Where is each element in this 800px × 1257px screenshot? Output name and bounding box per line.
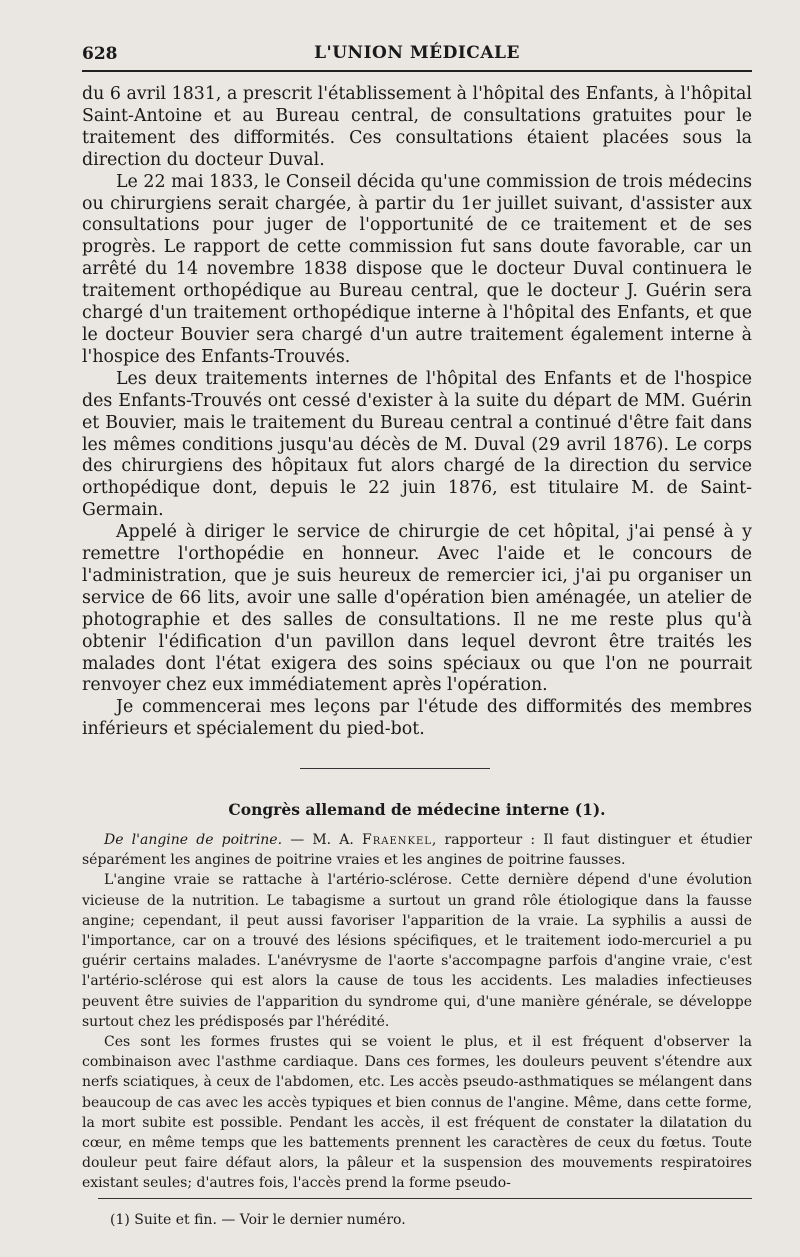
paragraph: Ces sont les formes frustes qui se voient le plus, et il est fréquent d'observer la combinaison avec l'asthme cardiaque. Dans ces formes, les douleurs peuvent s'étendre aux nerfs sciatiques, à ceux de l'abdomen, etc. Les accès pseudo-asthmatiques se mélangent dans beaucoup de cas avec les accès typiques et bien connus de l'angine. Même, dans cette forme, la mort subite est possible. Pendant les accès, il est fréquent de constater la dilatation du cœur, en même temps que les battements prennent les caractères de ceux du fœtus. Toute douleur peut faire défaut alors, la pâleur et la suspension des mouvements respiratoires existant seules; d'autres fois, l'accès prend la forme pseudo- (82, 1034, 752, 1192)
paragraph: du 6 avril 1831, a prescrit l'établissement à l'hôpital des Enfants, à l'hôpital Saint-Antoine et au Bureau central, de consultations gratuites pour le traitement des difformités. Ces consultations étaient placées sous la direction du docteur Duval. (82, 84, 752, 170)
paragraph: Les deux traitements internes de l'hôpital des Enfants et de l'hospice des Enfants-Trouvés ont cessé d'exister à la suite du départ de MM. Guérin et Bouvier, mais le traitement du Bureau central a continué d'être fait dans les mêmes conditions jusqu'au décès de M. Duval (29 avril 1876). Le corps des chirurgiens des hôpitaux fut alors chargé de la direction du service orthopédique dont, depuis le 22 juin 1876, est titulaire M. de Saint-Germain. (82, 368, 752, 521)
paragraph: L'angine vraie se rattache à l'artério-sclérose. Cette dernière dépend d'une évolution vicieuse de la nutrition. Le tabagisme a surtout un grand rôle étiologique dans la fausse angine; cependant, il peut aussi favoriser l'apparition de la vraie. La syphilis a aussi de l'importance, car on a trouvé des lésions spécifiques, et le traitement iodo-mercuriel a pu guérir certains malades. L'anévrysme de l'aorte s'accompagne parfois d'angine vraie, c'est l'artério-sclérose qui est alors la cause de tous les accidents. Les maladies infectieuses peuvent être suivies de l'apparition du syndrome qui, d'une manière générale, se développe surtout chez les prédisposés par l'hérédité. (82, 872, 752, 1030)
congress-report (82, 830, 752, 1194)
paragraph-text: , rapporteur : Il faut distinguer et étudier séparément les angines de poitrine vraies et les angines de poitrine fausses. (82, 832, 752, 869)
paragraph: Le 22 mai 1833, le Conseil décida qu'une commission de trois médecins ou chirurgiens serait chargée, à partir du 1er juillet suivant, d'assister aux consultations pour juger de l'opportunité de ce traitement et de ses progrès. Le rapport de cette commission fut sans doute favorable, car un arrêté du 14 novembre 1838 dispose que le docteur Duval continuera le traitement orthopédique au Bureau central, que le docteur J. Guérin sera chargé d'un traitement orthopédique interne à l'hôpital des Enfants, et que le docteur Bouvier sera chargé d'un autre traitement également interne à l'hospice des Enfants-Trouvés. (82, 171, 752, 367)
page-header (82, 38, 752, 68)
page-number: 628 (82, 44, 118, 64)
topic-dash: — M. A. (282, 832, 362, 848)
section-heading: Congrès allemand de médecine interne (1). (228, 800, 606, 819)
paragraph: Je commencerai mes leçons par l'étude des difformités des membres inférieurs et spécialement du pied-bot. (82, 697, 752, 740)
main-body (82, 84, 752, 741)
topic-title: De l'angine de poitrine. (104, 832, 283, 848)
author-name: Fraenkel (361, 832, 432, 848)
running-title: L'UNION MÉDICALE (314, 43, 520, 63)
paragraph (82, 830, 752, 870)
header-rule (82, 70, 752, 72)
paragraph: Appelé à diriger le service de chirurgie de cet hôpital, j'ai pensé à y remettre l'orthopédie en honneur. Avec l'aide et le concours de l'administration, que je suis heureux de remercier ici, j'ai pu organiser un service de 66 lits, avoir une salle d'opération bien aménagée, un atelier de photographie et des salles de consultations. Il ne me reste plus qu'à obtenir l'édification d'un pavillon dans lequel devront être traités les malades dont l'état exigera des soins spéciaux ou que l'on ne pourrait renvoyer chez eux immédiatement après l'opération. (82, 522, 752, 696)
section-separator (300, 768, 490, 769)
footnote: (1) Suite et fin. — Voir le dernier numéro. (110, 1212, 406, 1228)
footnote-rule (98, 1198, 752, 1199)
